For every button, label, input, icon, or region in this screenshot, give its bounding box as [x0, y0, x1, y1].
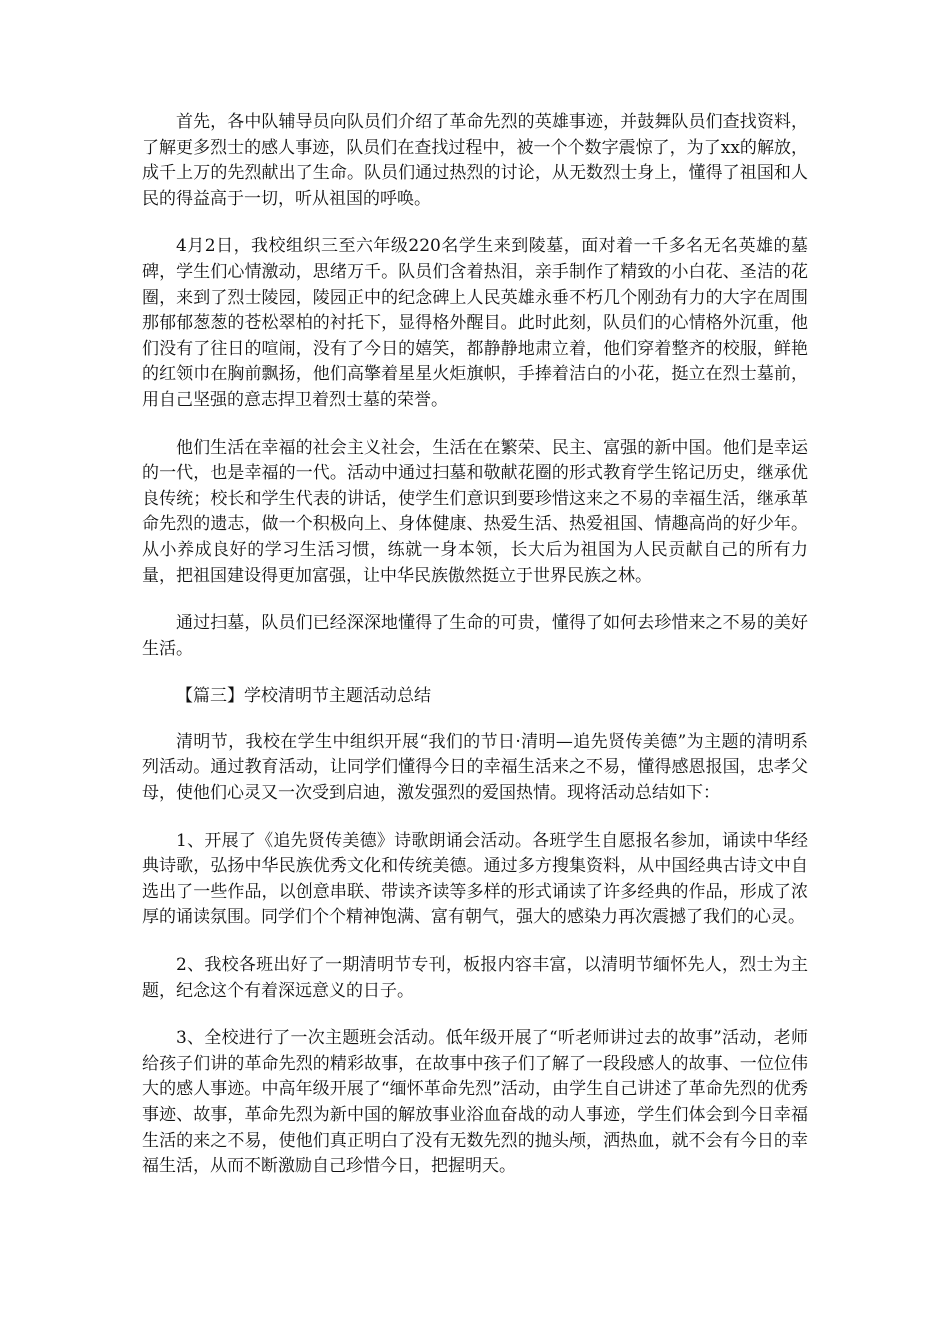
- paragraph-happy-generation: 他们生活在幸福的社会主义社会，生活在在繁荣、民主、富强的新中国。他们是幸运的一代，也是幸福的一代。活动中通过扫墓和敬献花圈的形式教育学生铭记历史，继承优良传统；校长和学生代表的讲话，使学生们意识到要珍惜这来之不易的幸福生活，继承革命先烈的遗志，做一个积极向上、身体健康、热爱生活、热爱祖国、情趣高尚的好少年。从小养成良好的学习生活习惯，练就一身本领，长大后为祖国为人民贡献自己的所有力量，把祖国建设得更加富强，让中华民族傲然挺立于世界民族之林。: [142, 437, 808, 586]
- paragraph-item-3: 3、全校进行了一次主题班会活动。低年级开展了“听老师讲过去的故事”活动，老师给孩子们讲的革命先烈的精彩故事，在故事中孩子们了解了一段段感人的故事、一位位伟大的感人事迹。中高年级开展了“缅怀革命先烈”活动，由学生自己讲述了革命先烈的优秀事迹、故事，革命先烈为新中国的解放事业浴血奋战的动人事迹，学生们体会到今日幸福生活的来之不易，使他们真正明白了没有无数先烈的抛头颅，洒热血，就不会有今日的幸福生活，从而不断激励自己珍惜今日，把握明天。: [142, 1028, 808, 1177]
- paragraph-item-1: 1、开展了《追先贤传美德》诗歌朗诵会活动。各班学生自愿报名参加，诵读中华经典诗歌，弘扬中华民族优秀文化和传统美德。通过多方搜集资料，从中国经典古诗文中自选出了一些作品，以创意串联、带读齐读等多样的形式诵读了许多经典的作品，形成了浓厚的诵读氛围。同学们个个精神饱满、富有朝气，强大的感染力再次震撼了我们的心灵。: [142, 830, 808, 928]
- paragraph-heroes-intro: 首先，各中队辅导员向队员们介绍了革命先烈的英雄事迹，并鼓舞队员们查找资料，了解更多烈士的感人事迹，队员们在查找过程中，被一个个数字震惊了，为了xx的解放，成千上万的先烈献出了生命。队员们通过热烈的讨论，从无数烈士身上，懂得了祖国和人民的得益高于一切，听从祖国的呼唤。: [142, 112, 808, 209]
- paragraph-cemetery-visit: 4月2日，我校组织三至六年级220名学生来到陵墓，面对着一千多名无名英雄的墓碑，学生们心情激动，思绪万千。队员们含着热泪，亲手制作了精致的小白花、圣洁的花圈，来到了烈士陵园，陵园正中的纪念碑上人民英雄永垂不朽几个刚劲有力的大字在周围那郁郁葱葱的苍松翠柏的衬托下，显得格外醒目。此时此刻，队员们的心情格外沉重，他们没有了往日的喧闹，没有了今日的嬉笑，都静静地肃立着，他们穿着整齐的校服，鲜艳的红领巾在胸前飘扬，他们高擎着星星火炬旗帜，手捧着洁白的小花，挺立在烈士墓前，用自己坚强的意志捍卫着烈士墓的荣誉。: [142, 236, 808, 410]
- document-page: [142, 110, 808, 1202]
- paragraph-item-2: 2、我校各班出好了一期清明节专刊，板报内容丰富，以清明节缅怀先人，烈士为主题，纪念这个有着深远意义的日子。: [142, 955, 808, 1001]
- paragraph-value-of-life: 通过扫墓，队员们已经深深地懂得了生命的可贵，懂得了如何去珍惜来之不易的美好生活。: [142, 613, 808, 659]
- paragraph-qingming-intro: 清明节，我校在学生中组织开展“我们的节日·清明—追先贤传美德”为主题的清明系列活动。通过教育活动，让同学们懂得今日的幸福生活来之不易，懂得感恩报国，忠孝父母，使他们心灵又一次受到启迪，激发强烈的爱国热情。现将活动总结如下：: [142, 731, 808, 804]
- section-heading: 【篇三】学校清明节主题活动总结: [176, 686, 431, 707]
